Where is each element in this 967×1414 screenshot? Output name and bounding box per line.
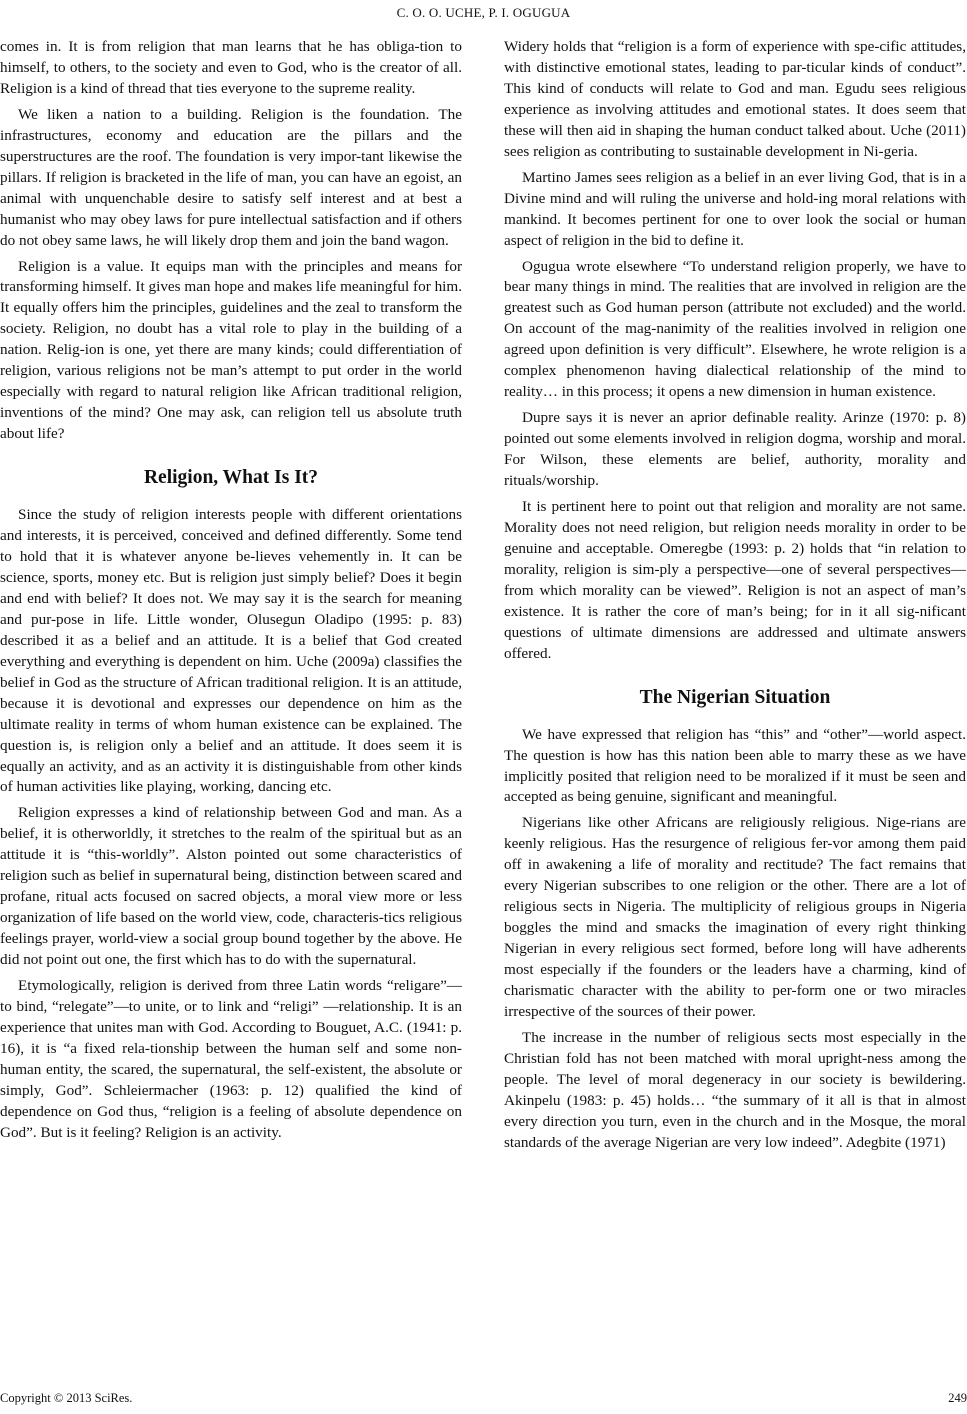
section-heading: Religion, What Is It? [143,467,319,489]
copyright-notice: Copyright © 2013 SciRes. [0,1391,133,1405]
paragraph: Religion is a value. It equips man with the principles and means for transforming himself. It gives man hope and makes life meaningful for him. It equally offers him the principles, guidelines and the zeal to transform the society. Religion, no doubt has a vital role to play in the building of a nation. Relig-ion is one, yet there are many kinds; could differentiation of religion, various religions not be man’s attempt to put order in the world especially with regard to natural religion like African traditional religion, inventions of the mind? One may ask, can religion tell us absolute truth about life? [0,257,462,443]
left-column [0,37,462,1149]
paragraph: The increase in the number of religious sects most especially in the Christian fold has not been matched with moral upright-ness among the people. The level of moral degeneracy in our society is bewildering. Akinpelu (1983: p. 45) holds… “the summary of it all is that in almost every direction you turn, even in the church and in the Mosque, the moral standards of the average Nigerian are very low indeed”. Adegbite (1971) [504,1028,966,1151]
right-column [504,37,966,1159]
paragraph: Martino James sees religion as a belief in an ever living God, that is in a Divine mind and will ruling the universe and hold-ing moral relations with mankind. It becomes pertinent for one to over look the social or human aspect of religion in the bid to define it. [504,168,966,249]
paragraph: Widery holds that “religion is a form of experience with spe-cific attitudes, with distinctive emotional states, leading to par-ticular kinds of conduct”. This kind of conducts will relate to God and man. Egudu sees religious experience as involving attitudes and emotional states. It does seem that these will then aid in shaping the human conduct talked about. Uche (2011) sees religion as contributing to sustainable development in Ni-geria. [504,38,966,160]
running-head: C. O. O. UCHE, P. I. OGUGUA [396,5,571,20]
paragraph: It is pertinent here to point out that religion and morality are not same. Morality does not need religion, but religion needs morality in order to be genuine and acceptable. Omeregbe (1993: p. 2) holds that “in relation to morality, religion is sim-ply a perspective—one of several perspectives—from which morality can be viewed”. Religion is not an aspect of man’s existence. It is rather the core of man’s being; for in it all sig-nificant questions of ultimate dimensions are addressed and ultimate answers offered. [504,498,966,662]
paragraph: Nigerians like other Africans are religiously religious. Nige-rians are keenly religious. Has the resurgence of religious fer-vor among them paid off in awakening a life of morality and rectitude? The fact remains that every Nigerian subscribes to one religion or the other. There are a lot of religious sects in Nigeria. The multiplicity of religious groups in Nigeria boggles the mind and smacks the imagination of every right thinking Nigerian in every religious sect formed, before long will have adherents most especially if the founders or the leaders have a charming, kind of charismatic character with the ability to per-form one or two miracles irrespective of the sources of their power. [504,814,966,1020]
paragraph: We have expressed that religion has “this” and “other”—world aspect. The question is how has this nation been able to marry these as we have implicitly posited that religion need to be moralized if it must be seen and accepted as being genuine, significant and meaningful. [504,725,966,806]
paragraph: Ogugua wrote elsewhere “To understand religion properly, we have to bear many things in mind. The realities that are involved in religion are the greatest such as God human person (attribute not excluded) and the world. On account of the mag-nanimity of the realities involved in religion one agreed upon definition is very difficult”. Elsewhere, he wrote religion is a complex phenomenon having dialectical relationship of the mind to reality… in this process; it opens a new dimension in human existence. [504,257,966,401]
paragraph: comes in. It is from religion that man learns that he has obliga-tion to himself, to others, to the society and even to God, who is the creator of all. Religion is a kind of thread that ties everyone to the supreme reality. [0,38,462,97]
paragraph: Etymologically, religion is derived from three Latin words “religare”—to bind, “relegate”—to unite, or to link and “religi” —relationship. It is an experience that unites man with God. According to Bouguet, A.C. (1941: p. 16), it is “a fixed rela-tionship between the human self and some non-human entity, the scared, the supernatural, the self-existent, the absolute or simply, God”. Schleiermacher (1963: p. 12) qualified the kind of dependence on God thus, “religion is a feeling of absolute dependence on God”. But is it feeling? Religion is an activity. [0,977,462,1141]
paragraph: Dupre says it is never an aprior definable reality. Arinze (1970: p. 8) pointed out some elements involved in religion dogma, worship and moral. For Wilson, these elements are belief, authority, morality and rituals/worship. [504,409,966,490]
paragraph: Religion expresses a kind of relationship between God and man. As a belief, it is otherworldly, it stretches to the realm of the spiritual but as an attitude it is “this-worldly”. Alston pointed out some characteristics of religion such as belief in supernatural being, distinction between scared and profane, ritual acts focused on sacred objects, a moral view more or less organization of life based on the world view, code, characteris-tics religious feelings prayer, world-view a social group bound together by the above. He did not point out one, the first which has to do with the supernatural. [0,804,462,969]
paragraph: We liken a nation to a building. Religion is the foundation. The infrastructures, economy and education are the pillars and the superstructures are the roof. The foundation is very impor-tant likewise the pillars. If religion is bracketed in the life of man, you can have an egoist, an animal with unquenchable desire to satisfy self interest and at best a humanist who may obey laws for pure intellectual satisfaction and if others do not obey same laws, he will likely drop them and join the band wagon. [0,105,462,249]
paragraph: Since the study of religion interests people with different orientations and interests, it is perceived, conceived and defined differently. Some tend to hold that it is whatever anyone be-lieves vehemently in. It can be science, sports, money etc. But is religion just simply belief? Does it begin and end with belief? It does not. We may say it is the search for meaning and pur-pose in life. Little wonder, Olusegun Oladipo (1995: p. 83) described it as a belief and an attitude. It is a belief that God created everything and everything is dependent on him. Uche (2009a) classifies the belief in God as the structure of African traditional religion. It is an attitude, because it is devotional and expresses our dependence on him as the ultimate reality in terms of whom human existence can be explained. The question is, is religion only a belief and an attitude. It does seem it is equally an activity, and as an activity it is distinguishable from other kinds of human activities like playing, working, dancing etc. [0,506,462,796]
page-number: 249 [948,1391,967,1405]
section-heading: The Nigerian Situation [639,686,831,708]
